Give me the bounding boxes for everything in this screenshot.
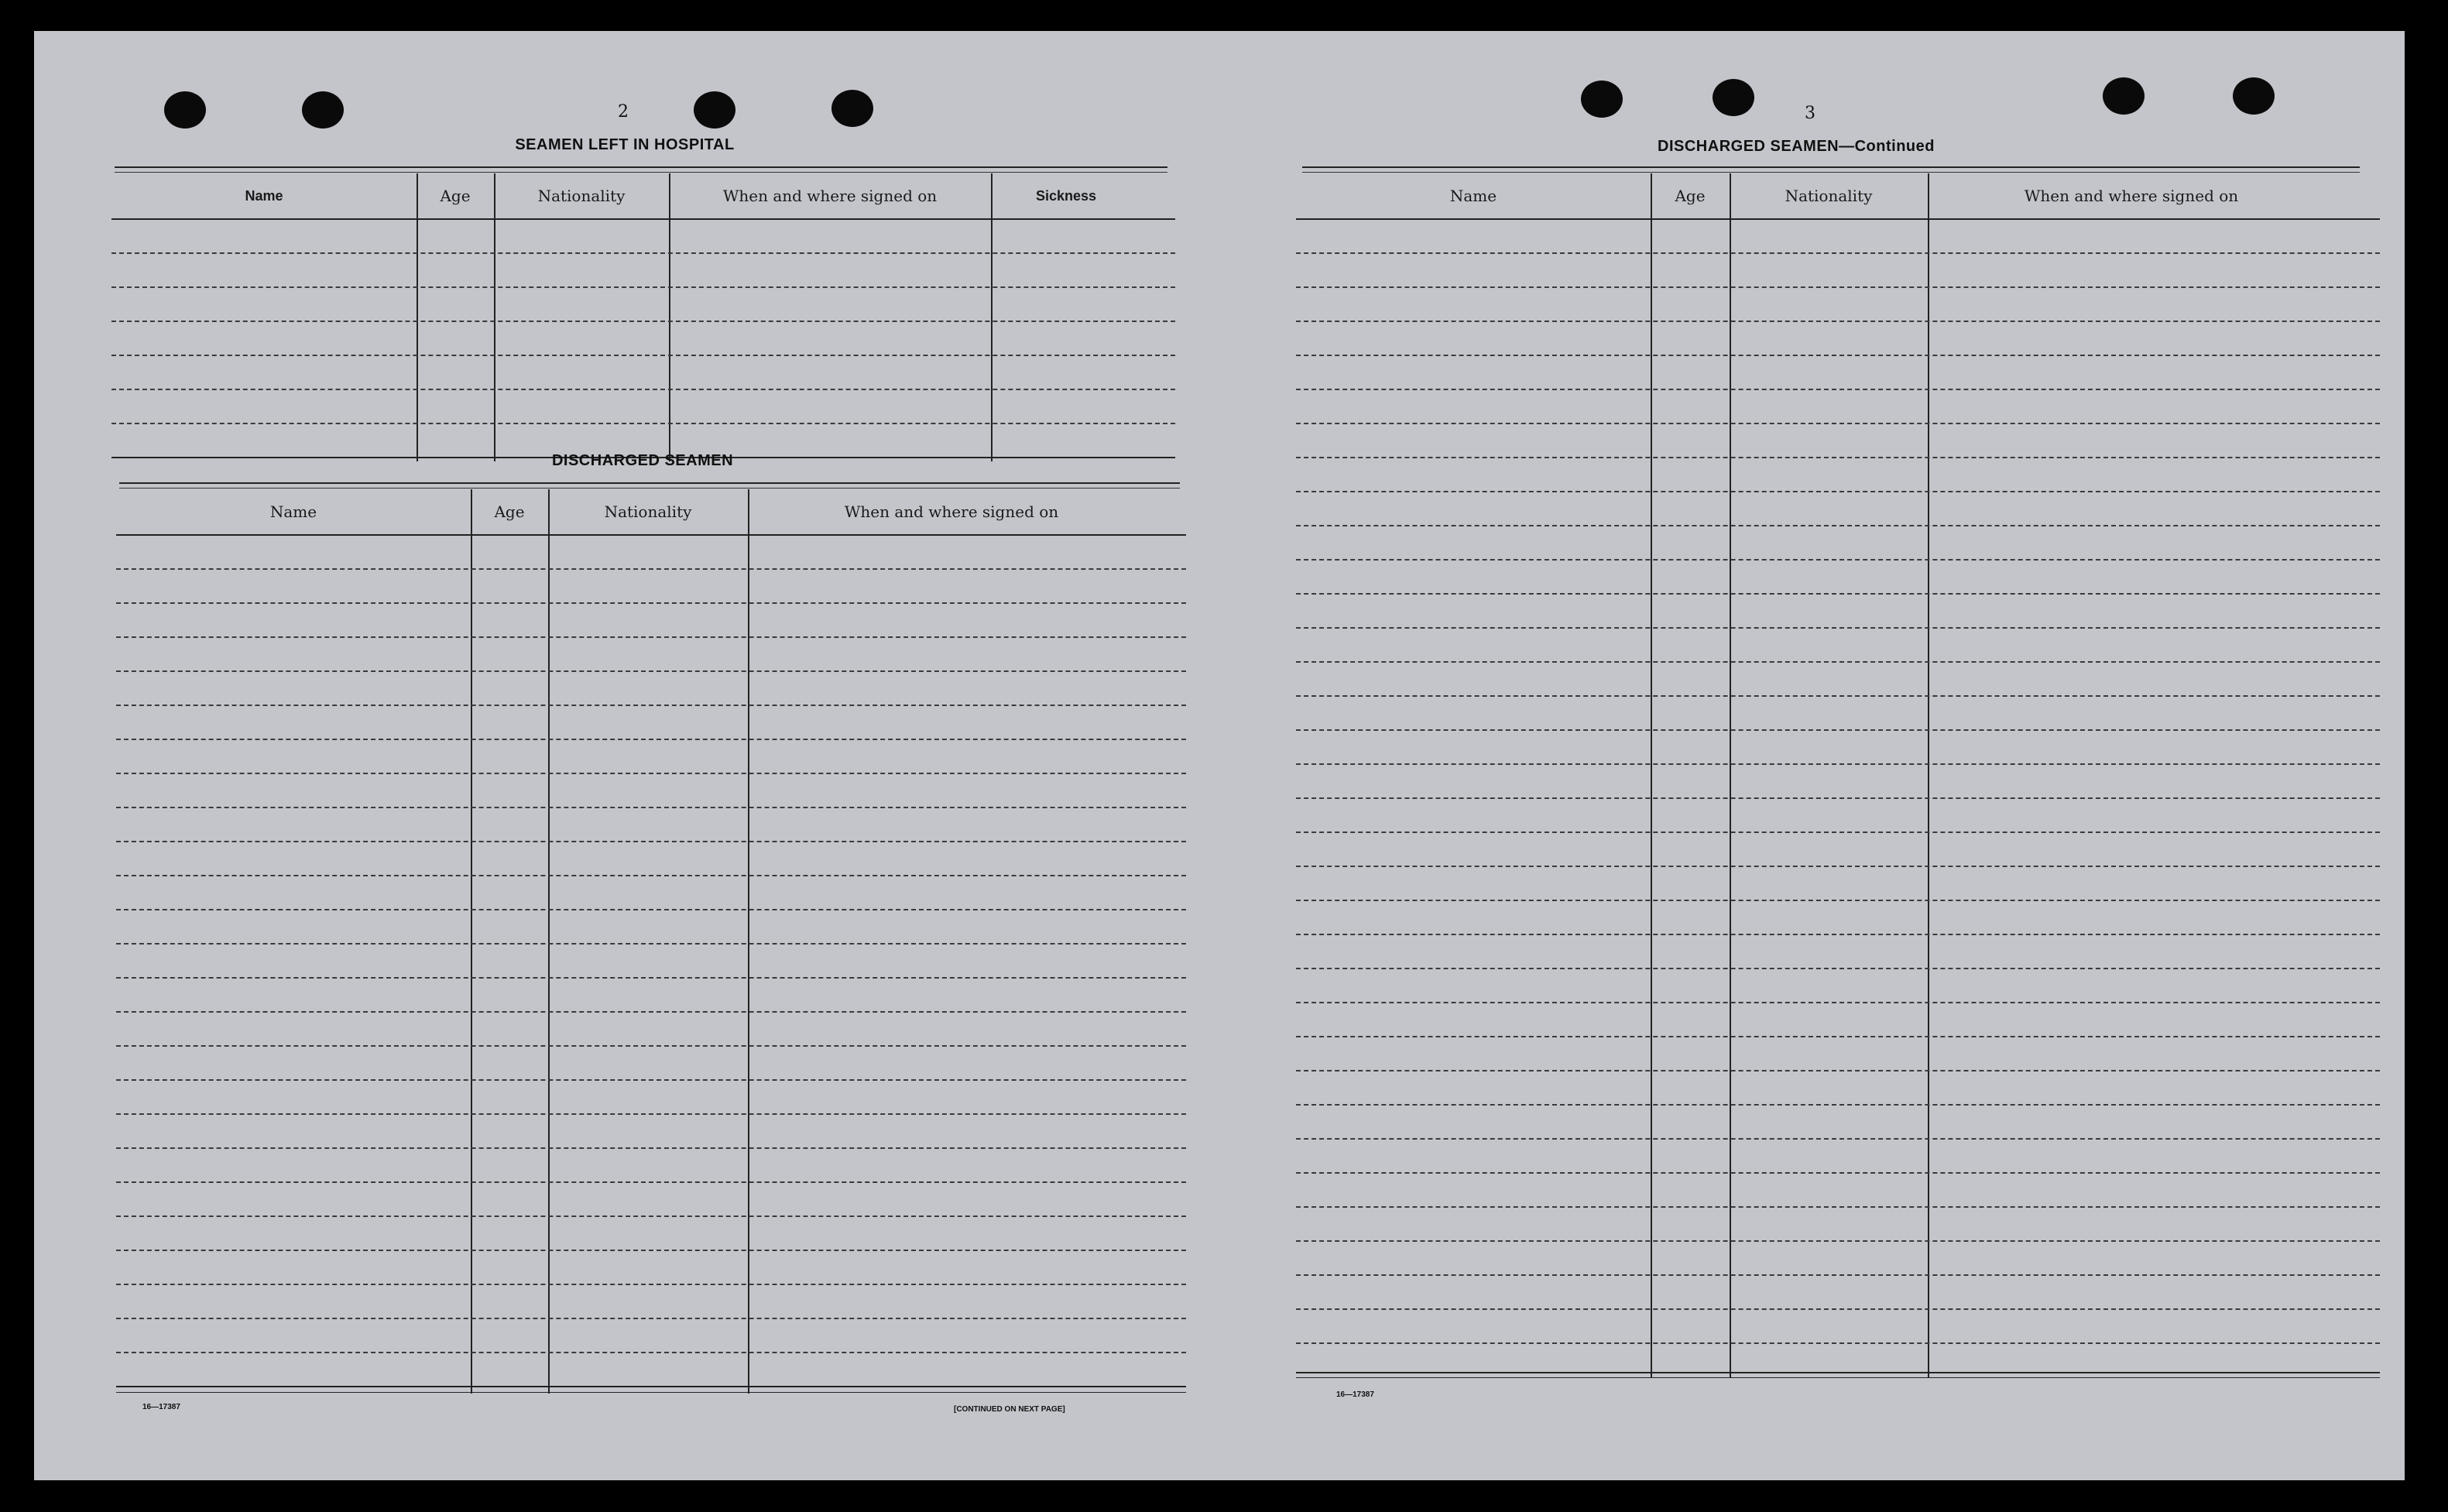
punch-hole (831, 90, 873, 127)
column-header-signed-on: When and where signed on (844, 502, 1059, 521)
table-bottom-rule (1296, 1372, 2380, 1373)
row-line (1296, 423, 2380, 424)
column-header-age: Age (440, 187, 471, 205)
column-header-signed-on: When and where signed on (722, 187, 938, 205)
column-header-age: Age (494, 502, 525, 521)
row-line (116, 807, 1186, 808)
hospital-section-title: SEAMEN LEFT IN HOSPITAL (515, 136, 735, 153)
row-line (116, 1045, 1186, 1047)
column-divider (494, 173, 495, 461)
row-line (1296, 831, 2380, 833)
hospital-title-rule (115, 172, 1167, 173)
right-title-rule (1302, 172, 2360, 173)
page-number-right: 3 (1805, 104, 1815, 123)
row-line (116, 670, 1186, 672)
row-line (116, 1181, 1186, 1183)
row-line (1296, 1002, 2380, 1003)
discharged-title-rule (119, 482, 1180, 484)
column-header-nationality: Nationality (604, 502, 692, 521)
row-line (1296, 797, 2380, 799)
row-line (111, 423, 1175, 424)
row-line (116, 636, 1186, 638)
row-line (116, 773, 1186, 774)
row-line (1296, 1138, 2380, 1140)
row-line (116, 1318, 1186, 1319)
column-divider (471, 489, 472, 1394)
row-line (1296, 525, 2380, 526)
header-underline (116, 534, 1186, 536)
document-sheet (34, 31, 2405, 1480)
column-header-sickness: Sickness (1035, 187, 1097, 204)
row-line (1296, 900, 2380, 901)
row-line (1296, 627, 2380, 629)
row-line (116, 739, 1186, 740)
row-line (1296, 1308, 2380, 1310)
row-line (1296, 389, 2380, 390)
discharged-table-left (116, 489, 1186, 1397)
row-line (1296, 968, 2380, 969)
column-header-age: Age (1675, 187, 1706, 205)
column-divider (548, 489, 550, 1394)
row-line (1296, 934, 2380, 935)
row-line (116, 1147, 1186, 1149)
punch-hole (2233, 77, 2275, 115)
punch-hole (694, 91, 735, 129)
punch-hole (164, 91, 206, 129)
row-line (111, 355, 1175, 356)
punch-hole (1581, 81, 1623, 118)
row-line (1296, 286, 2380, 288)
column-header-name: Name (245, 187, 283, 204)
hospital-table (111, 173, 1175, 461)
right-title-rule (1302, 166, 2360, 168)
column-divider (417, 173, 418, 461)
row-line (1296, 457, 2380, 458)
header-underline (111, 218, 1175, 220)
column-divider (748, 489, 749, 1394)
row-line (116, 1215, 1186, 1217)
discharged-section-title: DISCHARGED SEAMEN (551, 452, 734, 469)
table-bottom-rule (116, 1386, 1186, 1387)
row-line (116, 1250, 1186, 1251)
form-number-right: 16—17387 (1336, 1390, 1374, 1399)
column-header-name: Name (1449, 187, 1497, 205)
row-line (116, 1011, 1186, 1013)
column-divider (991, 173, 993, 461)
discharged-continued-title: DISCHARGED SEAMEN—Continued (1658, 138, 1935, 155)
row-line (1296, 866, 2380, 867)
hospital-title-rule (115, 166, 1167, 168)
row-line (1296, 593, 2380, 595)
row-line (1296, 729, 2380, 731)
row-line (1296, 321, 2380, 322)
row-line (1296, 355, 2380, 356)
row-line (116, 1113, 1186, 1115)
row-line (1296, 1036, 2380, 1037)
row-line (1296, 1342, 2380, 1344)
row-line (111, 389, 1175, 390)
row-line (1296, 661, 2380, 663)
row-line (1296, 1206, 2380, 1208)
row-line (116, 977, 1186, 979)
punch-hole (2103, 77, 2145, 115)
column-header-nationality: Nationality (537, 187, 626, 205)
row-line (1296, 763, 2380, 765)
row-line (111, 321, 1175, 322)
punch-hole (1713, 79, 1754, 116)
row-line (116, 1352, 1186, 1353)
discharged-table-right (1296, 173, 2380, 1381)
row-line (1296, 559, 2380, 561)
column-header-name: Name (269, 502, 317, 521)
row-line (1296, 1070, 2380, 1071)
header-underline (1296, 218, 2380, 220)
row-line (116, 943, 1186, 945)
discharged-title-rule (119, 488, 1180, 489)
row-line (1296, 1104, 2380, 1106)
row-line (116, 1284, 1186, 1285)
column-header-signed-on: When and where signed on (2024, 187, 2239, 205)
punch-hole (302, 91, 344, 129)
row-line (116, 841, 1186, 842)
column-divider (669, 173, 670, 461)
row-line (116, 1079, 1186, 1081)
table-bottom-rule (116, 1392, 1186, 1393)
row-line (1296, 491, 2380, 492)
row-line (1296, 1172, 2380, 1174)
page-number-left: 2 (618, 102, 629, 122)
row-line (116, 602, 1186, 604)
row-line (111, 252, 1175, 254)
continued-note: [CONTINUED ON NEXT PAGE] (954, 1405, 1065, 1414)
row-line (116, 568, 1186, 570)
row-line (1296, 252, 2380, 254)
row-line (116, 705, 1186, 706)
row-line (1296, 1240, 2380, 1242)
table-bottom-rule (1296, 1377, 2380, 1378)
row-line (1296, 695, 2380, 697)
row-line (116, 909, 1186, 910)
row-line (111, 286, 1175, 288)
row-line (116, 875, 1186, 876)
row-line (1296, 1274, 2380, 1276)
form-number-left: 16—17387 (142, 1403, 180, 1411)
column-header-nationality: Nationality (1785, 187, 1873, 205)
